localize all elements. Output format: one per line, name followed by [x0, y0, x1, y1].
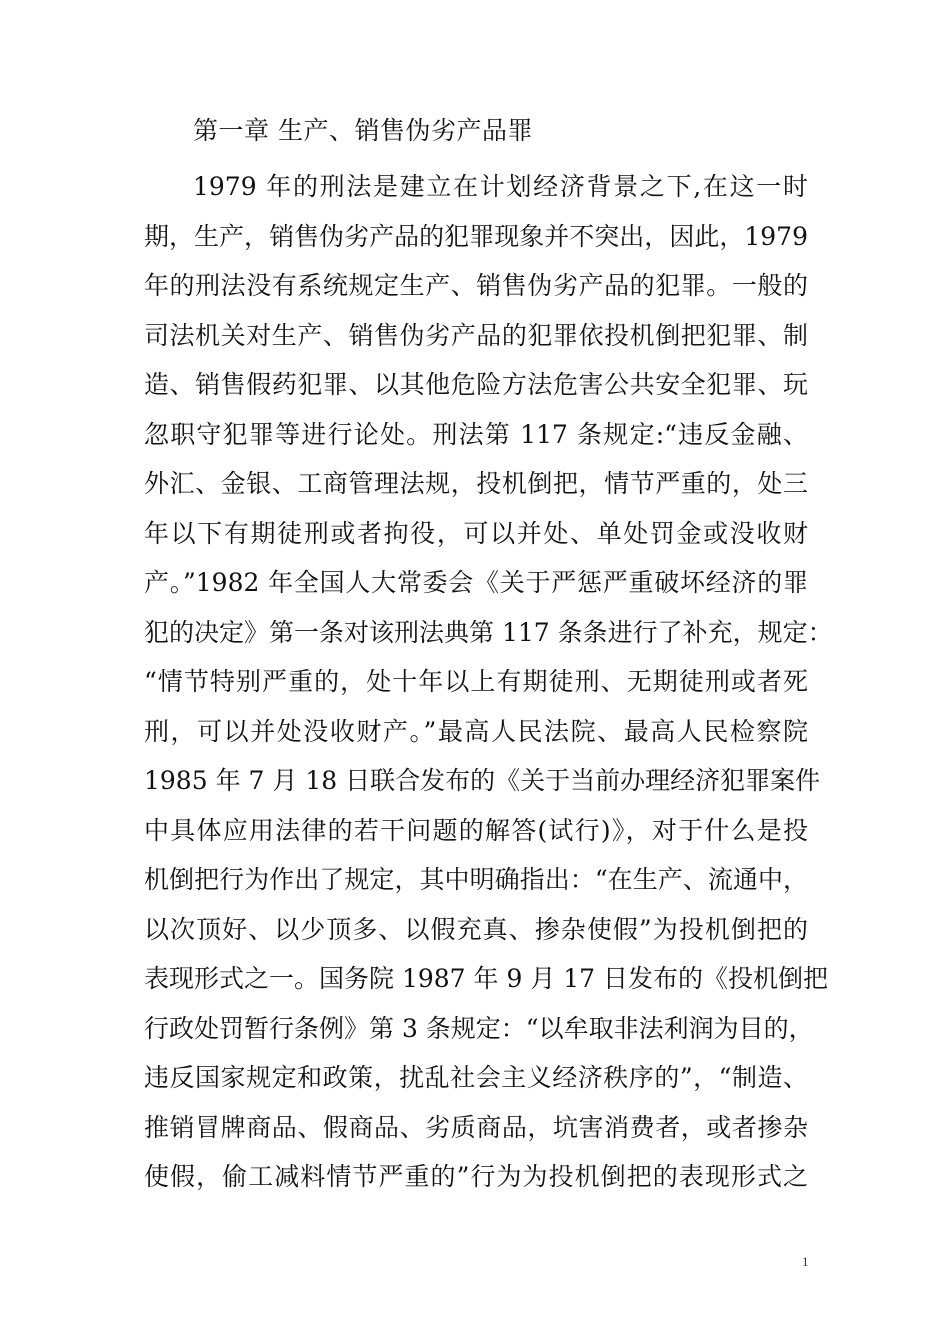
- body-line-1: 1979 年的刑法是建立在计划经济背景之下,在这一时: [193, 172, 808, 201]
- body-line-19: 违反国家规定和政策，扰乱社会主义经济秩序的”，“制造、: [144, 1063, 808, 1092]
- body-line-14: 中具体应用法律的若干问题的解答(试行)》，对于什么是投: [144, 815, 808, 845]
- body-line-6: 忽职守犯罪等进行论处。刑法第 117 条规定:“违反金融、: [144, 419, 808, 449]
- body-line-11: “情节特别严重的，处十年以上有期徒刑、无期徒刑或者死: [144, 667, 808, 696]
- body-line-2: 期，生产，销售伪劣产品的犯罪现象并不突出，因此，1979: [144, 221, 808, 251]
- body-line-12: 刑，可以并处没收财产。”最高人民法院、最高人民检察院: [144, 716, 808, 746]
- body-line-16: 以次顶好、以少顶多、以假充真、掺杂使假”为投机倒把的: [144, 914, 808, 944]
- body-paragraph: [144, 162, 833, 1202]
- body-line-15: 机倒把行为作出了规定，其中明确指出：“在生产、流通中，: [144, 865, 808, 894]
- chapter-heading: 第一章 生产、销售伪劣产品罪: [193, 116, 533, 145]
- body-line-4: 司法机关对生产、销售伪劣产品的犯罪依投机倒把犯罪、制: [144, 320, 808, 350]
- body-line-10: 犯的决定》第一条对该刑法典第 117 条条进行了补充，规定：: [144, 617, 833, 647]
- page-number: 1: [802, 1254, 809, 1269]
- body-line-9: 产。”1982 年全国人大常委会《关于严惩严重破坏经济的罪: [144, 568, 808, 597]
- body-line-13: 1985 年 7 月 18 日联合发布的《关于当前办理经济犯罪案件: [144, 766, 821, 795]
- body-line-20: 推销冒牌商品、假商品、劣质商品，坑害消费者，或者掺杂: [144, 1112, 808, 1142]
- body-line-8: 年以下有期徒刑或者拘役，可以并处、单处罚金或没收财: [144, 518, 808, 548]
- body-line-5: 造、销售假药犯罪、以其他危险方法危害公共安全犯罪、玩: [144, 370, 808, 399]
- body-line-17: 表现形式之一。国务院 1987 年 9 月 17 日发布的《投机倒把: [144, 964, 829, 993]
- body-line-7: 外汇、金银、工商管理法规，投机倒把，情节严重的，处三: [144, 469, 808, 498]
- body-line-18: 行政处罚暂行条例》第 3 条规定：“以牟取非法利润为目的，: [144, 1013, 814, 1043]
- body-line-21: 使假，偷工减料情节严重的”行为为投机倒把的表现形式之: [144, 1162, 808, 1191]
- body-line-3: 年的刑法没有系统规定生产、销售伪劣产品的犯罪。一般的: [144, 271, 808, 300]
